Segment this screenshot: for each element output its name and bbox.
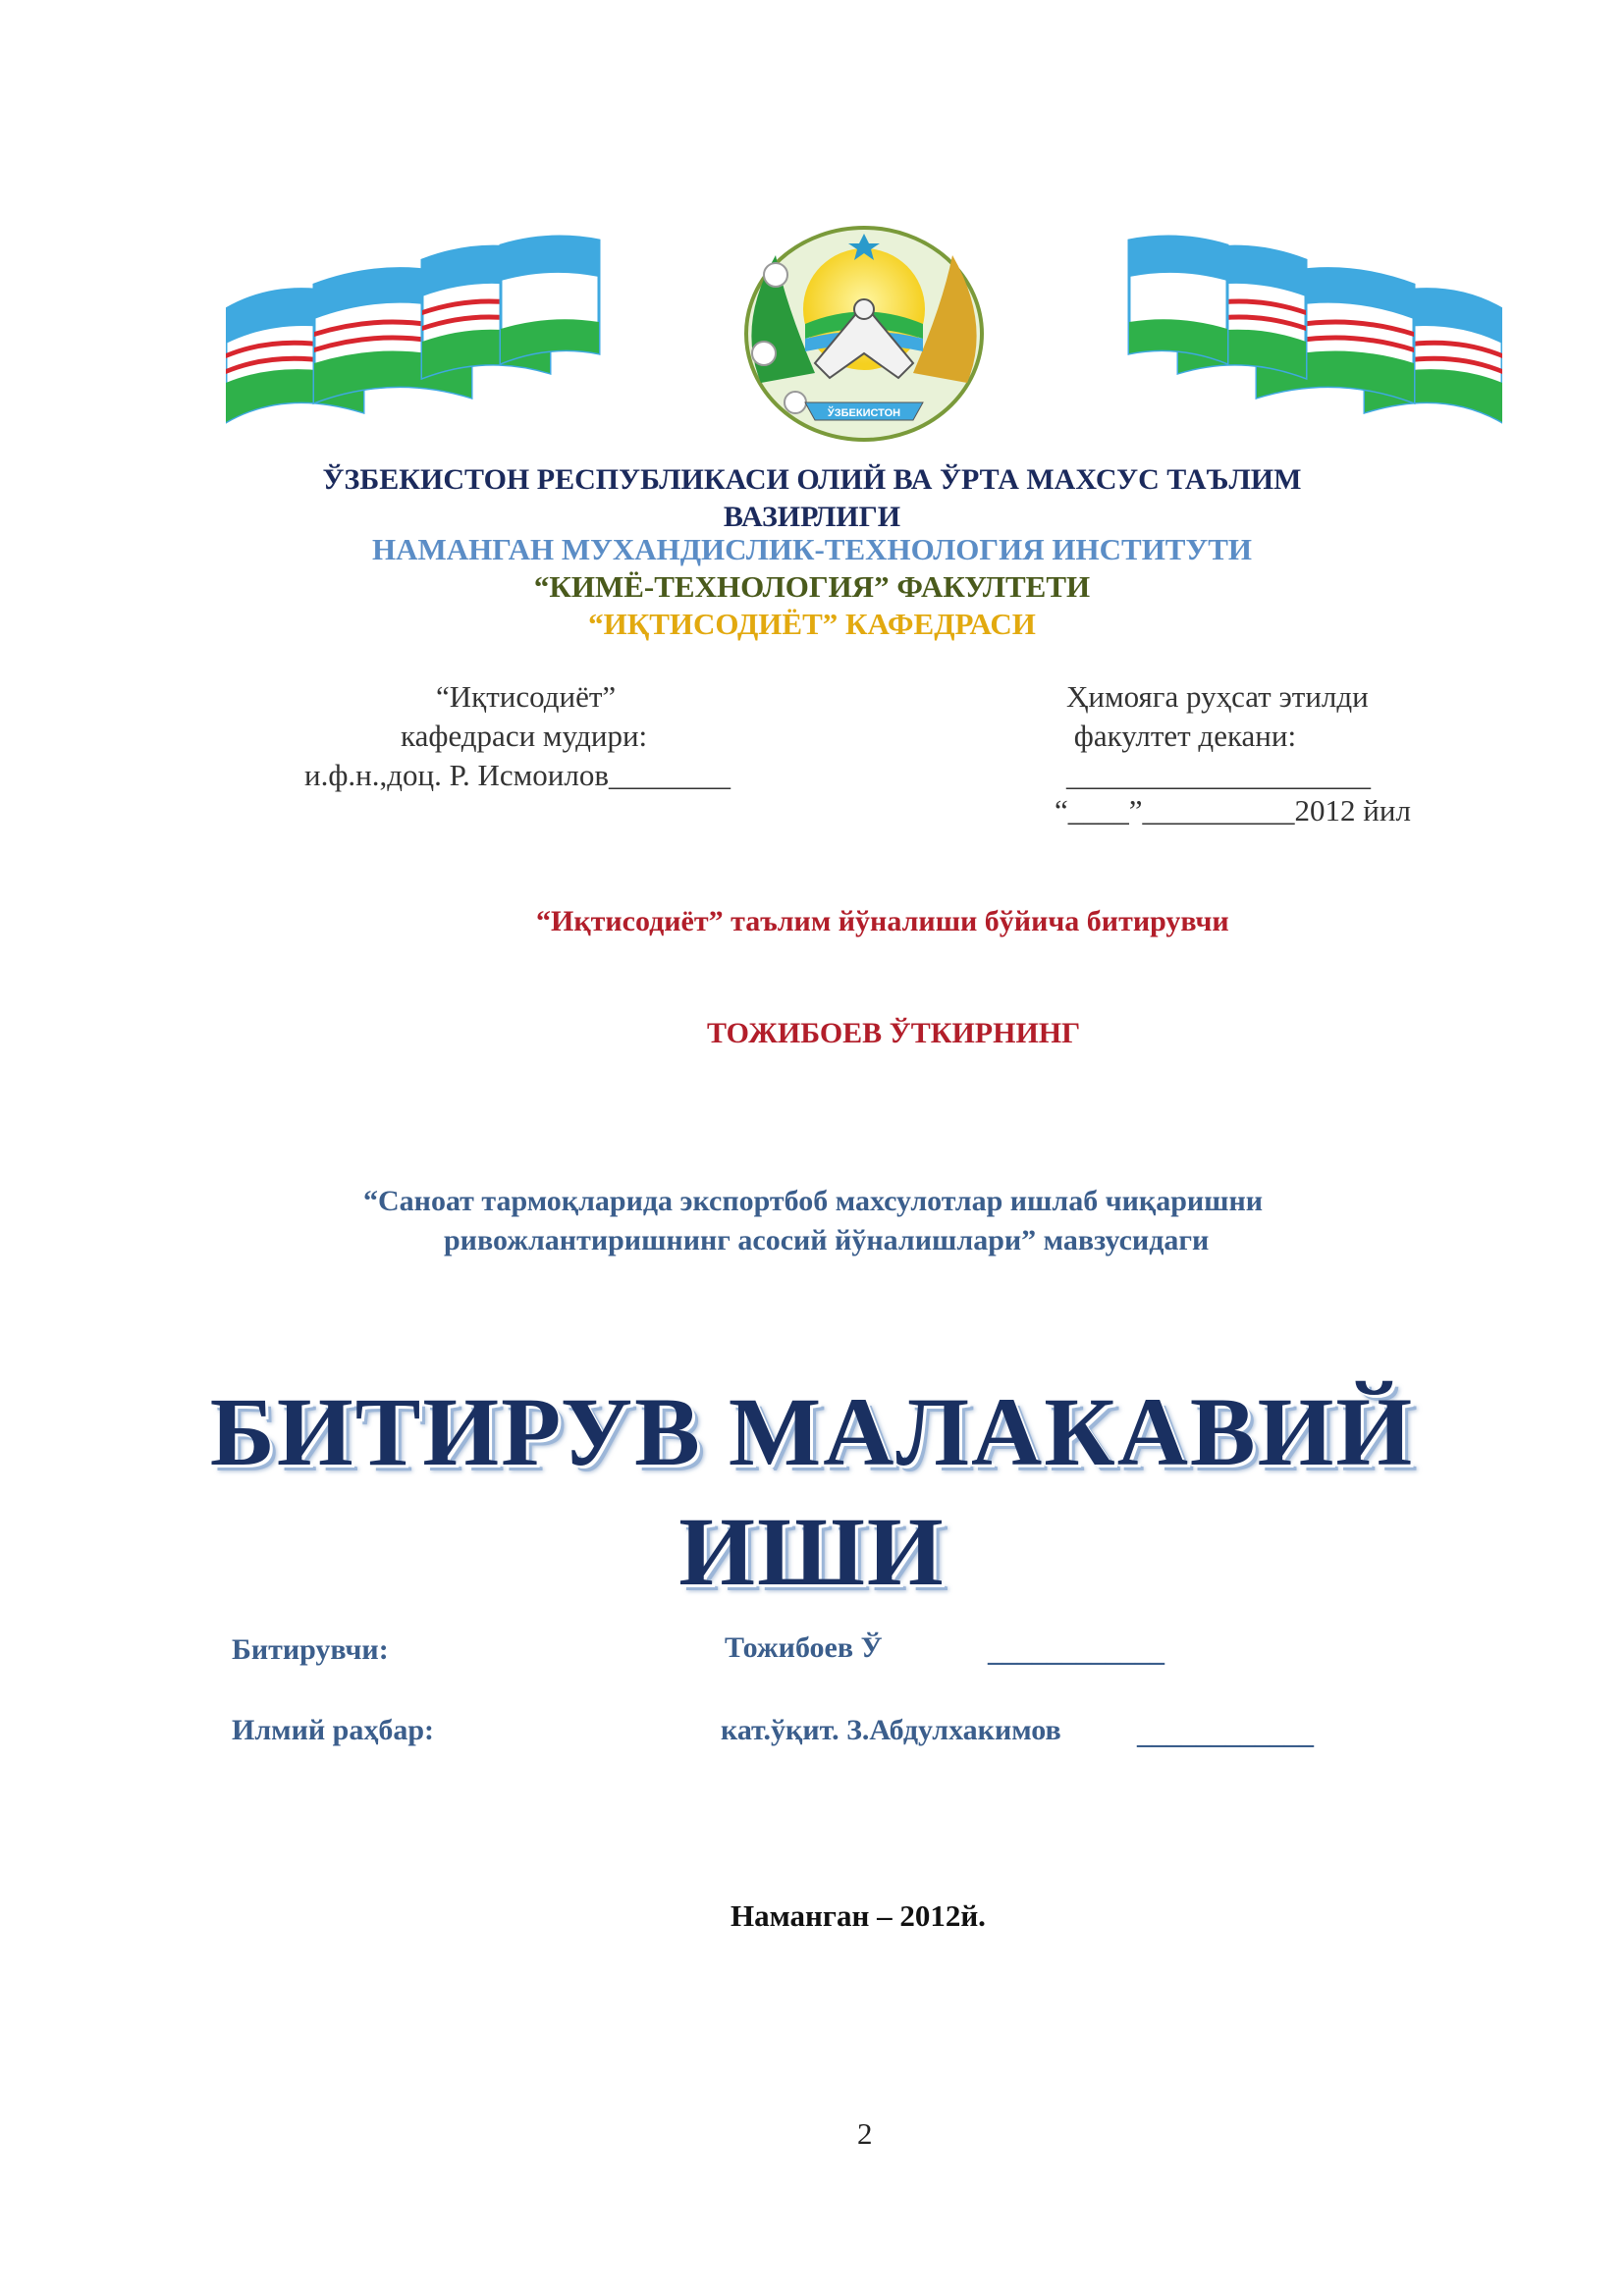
emblem-caption: ЎЗБЕКИСТОН: [827, 407, 901, 419]
city-year: Наманган – 2012й.: [731, 1898, 986, 1933]
topic-line-1: “Саноат тармоқларида экспортбоб махсулотлар ишлаб чиқаришни: [363, 1185, 1264, 1217]
right-flag-ribbon: [1129, 237, 1502, 422]
approval-right-line-2: факултет декани:: [1066, 719, 1297, 753]
approval-right-line-3: ____________________: [1066, 758, 1371, 792]
document-title-line-1: БИТИРУВ МАЛАКАВИЙ: [209, 1377, 1415, 1486]
approval-left-line-3: и.ф.н.,доц. Р. Исмоилов________: [304, 758, 731, 792]
approval-right-line-4: “____”__________2012 йил: [1055, 793, 1411, 828]
approval-left-line-2: кафедраси мудири:: [401, 719, 648, 753]
state-emblem: [746, 228, 982, 440]
graduate-name: Тожибоев Ў: [725, 1631, 883, 1664]
graduate-label: Битирувчи:: [232, 1633, 389, 1666]
document-title-line-2: ИШИ: [678, 1497, 946, 1606]
ministry-line-2: ВАЗИРЛИГИ: [723, 501, 901, 533]
supervisor-name: кат.ўқит. З.Абдулхакимов: [721, 1714, 1061, 1746]
study-direction: “Иқтисодиёт” таълим йўналиши бўйича битирувчи: [536, 905, 1229, 937]
left-flag-ribbon: [226, 237, 599, 422]
graduate-signature-line: ____________: [988, 1635, 1164, 1668]
topic-line-2: ривожлантиришнинг асосий йўналишлари” мавзусидаги: [444, 1224, 1210, 1256]
supervisor-label: Илмий раҳбар:: [232, 1714, 435, 1746]
student-name: ТОЖИБОЕВ ЎТКИРНИНГ: [707, 1017, 1081, 1049]
supervisor-signature-line: ____________: [1137, 1718, 1314, 1750]
faculty-name: “КИМЁ-ТЕХНОЛОГИЯ” ФАКУЛТЕТИ: [533, 569, 1091, 604]
ministry-line-1: ЎЗБЕКИСТОН РЕСПУБЛИКАСИ ОЛИЙ ВА ЎРТА МАХСУС ТАЪЛИМ: [322, 463, 1302, 496]
page-number: 2: [857, 2116, 873, 2151]
approval-left-line-1: “Иқтисодиёт”: [436, 679, 617, 714]
institute-name: НАМАНГАН МУХАНДИСЛИК-ТЕХНОЛОГИЯ ИНСТИТУТИ: [371, 532, 1253, 566]
emblem-with-flag-ribbons: [226, 216, 1502, 442]
approval-right-line-1: Ҳимояга руҳсат этилди: [1066, 679, 1369, 714]
department-name: “ИҚТИСОДИЁТ” КАФЕДРАСИ: [588, 607, 1036, 641]
